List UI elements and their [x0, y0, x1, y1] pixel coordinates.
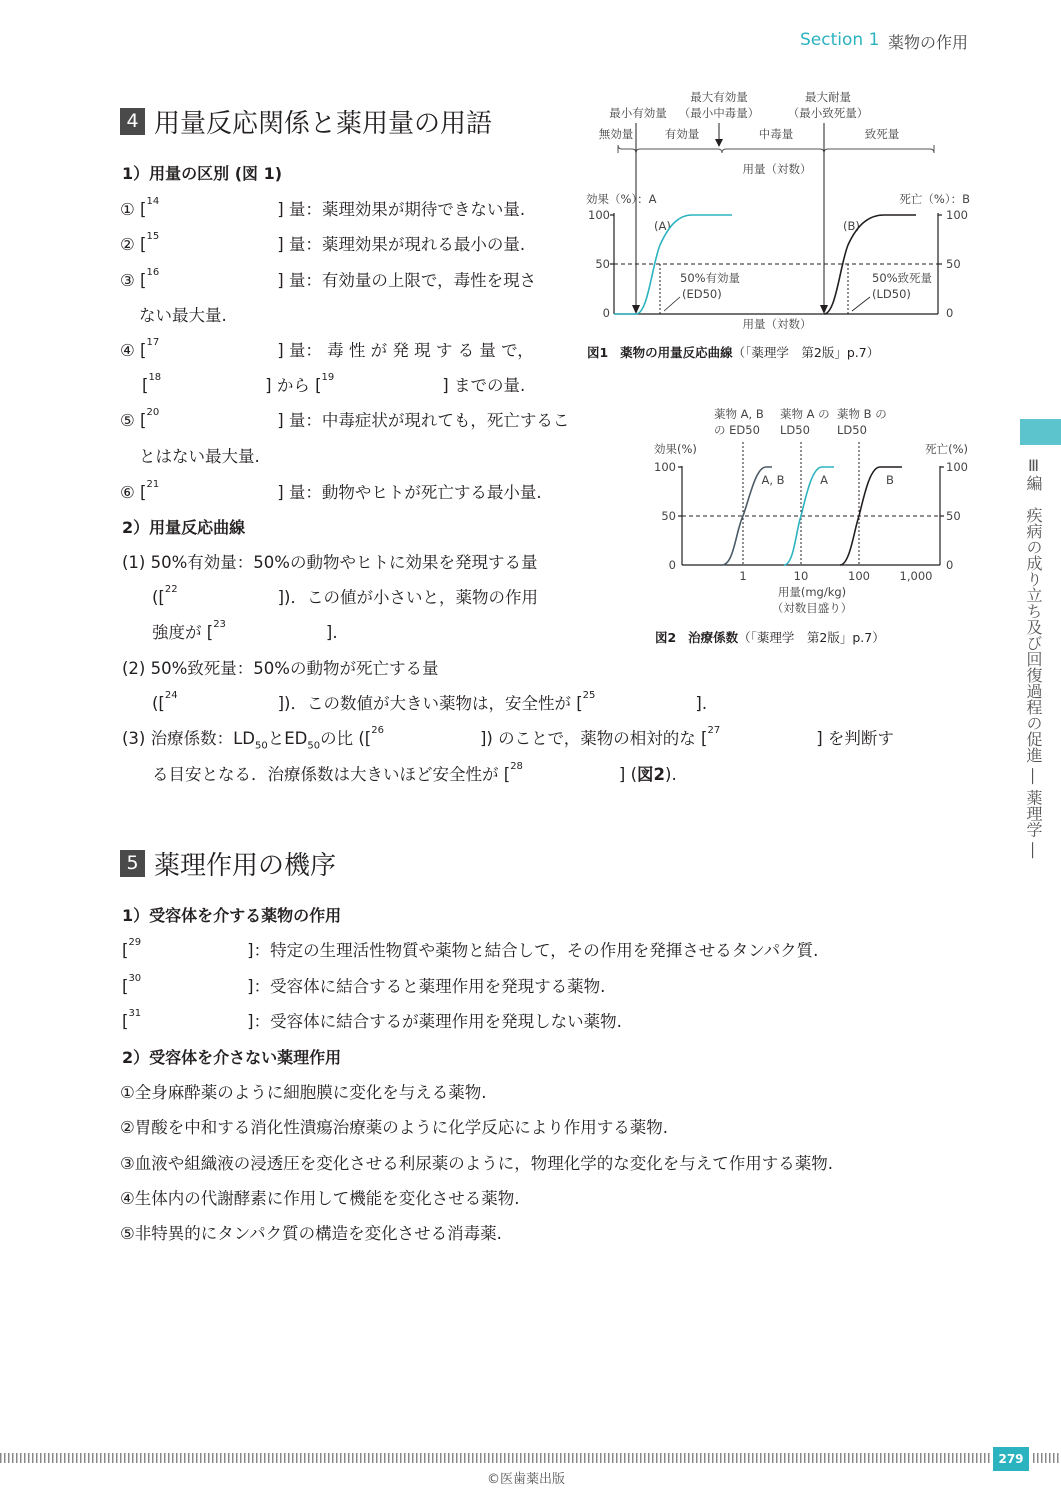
dose-item-4: ④ [$^{17}$ ] 量： 毒 性 が 発 現 す る 量 で， [120, 337, 534, 360]
subheading-non-receptor: 2）受容体を介さない薬理作用 [122, 1048, 342, 1067]
fig2-series-label-ab: A, B [761, 473, 785, 487]
dose-item-3-cont: ない最大量. [139, 306, 227, 325]
receptor-item-2: [$^{30}$ ]：受容体に結合すると薬理作用を発現する薬物. [122, 973, 606, 996]
footer-barcode-right [1033, 1453, 1061, 1463]
fig1-ld50-abbr: (LD50) [872, 287, 911, 301]
figure1-caption: 図1 薬物の用量反応曲線（「薬理学 第2版」p.7） [587, 345, 880, 360]
figure1-dose-response [580, 85, 980, 335]
fig2-y2tick-50: 50 [946, 509, 961, 523]
fig1-label-min-leth: （最小致死量） [787, 106, 869, 120]
header-section: Section 1 [800, 30, 880, 50]
fig1-range-brace-1 [618, 145, 722, 153]
chapter-side-title: Ⅲ編 疾病の成り立ち及び回復過程の促進 ― 薬理学 ― [1024, 456, 1043, 859]
fig2-ytick-0: 0 [668, 558, 676, 572]
fig1-label-min-eff: 最小有効量 [609, 106, 667, 120]
fig2-series-label-a: A [820, 473, 828, 487]
fig1-axis-top: 用量（対数） [742, 162, 812, 176]
fig1-ed50-abbr: (ED50) [682, 287, 722, 301]
fig2-ylabel: 効果(%) [654, 442, 697, 456]
fig1-x-label: 用量（対数） [742, 317, 812, 331]
dose-item-4-cont: [$^{18}$ ] から [$^{19}$ ] までの量. [142, 372, 526, 395]
dose-item-2: ② [$^{15}$ ] 量：薬理効果が現れる最小の量. [120, 231, 526, 254]
fig1-tick-50: 50 [595, 257, 610, 271]
subheading-receptor: 1）受容体を介する薬物の作用 [122, 906, 342, 925]
fig2-annot-a-1: 薬物 A の [780, 407, 830, 421]
dose-item-1: ① [$^{14}$ ] 量：薬理効果が期待できない量. [120, 196, 526, 219]
fig2-annot-b-2: LD50 [837, 423, 867, 437]
fig1-range-brace-2 [722, 149, 934, 153]
dose-item-5: ⑤ [$^{20}$ ] 量：中毒症状が現れても，死亡するこ [120, 407, 570, 430]
fig1-range-leth: 致死量 [864, 127, 900, 141]
fig1-ld50-label: 50%致死量 [872, 271, 933, 285]
curve-item-2-cont: ([$^{24}$ ])．この数値が大きい薬物は，安全性が [$^{25}$ ]. [152, 690, 708, 713]
section4-number: 4 [120, 108, 145, 135]
fig2-annot-a-2: LD50 [780, 423, 810, 437]
fig1-ld50-pointer [852, 297, 870, 311]
receptor-item-3: [$^{31}$ ]：受容体に結合するが薬理作用を発現しない薬物. [122, 1008, 622, 1031]
fig2-xtick-1000: 1,000 [899, 569, 933, 583]
fig1-label-max-tol: 最大耐量 [805, 90, 851, 104]
fig2-xtick-100: 100 [848, 569, 870, 583]
fig2-annot-ab-1: 薬物 A, B [714, 407, 764, 421]
fig1-tick-100: 100 [588, 208, 610, 222]
section4-heading [120, 103, 492, 140]
fig1-tick-0: 0 [602, 306, 610, 320]
subheading-dose-response: 2）用量反応曲線 [122, 518, 246, 537]
curve-item-1-cont2: 強度が [$^{23}$ ]. [152, 619, 338, 642]
nonreceptor-item-3: ③血液や組織液の浸透圧を変化させる利尿薬のように，物理化学的な変化を与えて作用する薬物. [120, 1154, 834, 1173]
fig2-annot-ab-2: の ED50 [714, 423, 760, 437]
curve-item-3: (3) 治療係数：$LD_{50}$と$ED_{50}$の比 ([$^{26}$ ]) のことで，薬物の相対的な [$^{27}$ ] を判断す [122, 725, 894, 752]
nonreceptor-item-5: ⑤非特異的にタンパク質の構造を変化させる消毒薬. [120, 1224, 502, 1243]
fig2-series-label-b: B [886, 473, 894, 487]
fig1-ed50-pointer [664, 297, 680, 311]
curve-item-1: (1) 50%有効量：50%の動物やヒトに効果を発現する量 [122, 553, 538, 572]
fig1-range-eff: 有効量 [664, 127, 700, 141]
footer-barcode-left [0, 1453, 990, 1463]
fig1-label-b: (B) [843, 219, 860, 233]
fig1-rtick-100: 100 [946, 208, 968, 222]
receptor-item-1: [$^{29}$ ]：特定の生理活性物質や薬物と結合して，その作用を発揮させるタンパク質. [122, 937, 819, 960]
fig2-xtick-10: 10 [793, 569, 809, 583]
fig1-arrowhead-max-eff [715, 139, 723, 147]
curve-item-2: (2) 50%致死量：50%の動物が死亡する量 [122, 659, 439, 678]
fig1-ed50-label: 50%有効量 [680, 271, 741, 285]
fig1-left-axis-label: 効果（%）：A [586, 192, 657, 206]
curve-item-3-cont: る目安となる．治療係数は大きいほど安全性が [$^{28}$ ] (図2). [152, 761, 677, 784]
fig2-xlabel-1: 用量(mg/kg) [777, 585, 847, 599]
subheading-dose-types: 1）用量の区別 (図 1) [122, 164, 283, 183]
fig2-annot-b-1: 薬物 B の [837, 407, 887, 421]
fig2-y2label: 死亡(%) [925, 442, 968, 456]
fig2-y2tick-100: 100 [946, 460, 968, 474]
fig1-range-none: 無効量 [598, 127, 634, 141]
nonreceptor-item-2: ②胃酸を中和する消化性潰瘍治療薬のように化学反応により作用する薬物. [120, 1118, 669, 1137]
fig1-label-min-tox: （最小中毒量） [678, 106, 760, 120]
fig2-ytick-50: 50 [661, 509, 676, 523]
section5-heading [120, 845, 336, 882]
fig1-label-max-eff: 最大有効量 [690, 90, 748, 104]
figure2-therapeutic-index [650, 400, 980, 620]
fig1-right-axis-label: 死亡（%）：B [899, 192, 970, 206]
dose-item-6: ⑥ [$^{21}$ ] 量：動物やヒトが死亡する最小量. [120, 479, 542, 502]
fig2-xlabel-2: （対数目盛り） [771, 601, 853, 615]
section5-number: 5 [120, 850, 145, 877]
nonreceptor-item-1: ①全身麻酔薬のように細胞膜に変化を与える薬物. [120, 1083, 487, 1102]
section4-title: 用量反応関係と薬用量の用語 [154, 109, 493, 139]
figure2-caption: 図2 治療係数（「薬理学 第2版」p.7） [655, 630, 885, 645]
fig1-label-a: (A) [654, 219, 671, 233]
chapter-tab [1020, 419, 1061, 445]
publisher: ©医歯薬出版 [487, 1472, 566, 1487]
fig1-rtick-0: 0 [946, 306, 954, 320]
fig2-xtick-1: 1 [739, 569, 747, 583]
fig2-y2tick-0: 0 [946, 558, 954, 572]
page-number: 279 [993, 1447, 1029, 1471]
dose-item-3: ③ [$^{16}$ ] 量：有効量の上限で，毒性を現さ [120, 267, 537, 290]
fig1-rtick-50: 50 [946, 257, 961, 271]
fig2-ytick-100: 100 [654, 460, 676, 474]
dose-item-5-cont: とはない最大量. [139, 447, 260, 466]
header-title: 薬物の作用 [888, 33, 969, 52]
fig1-range-tox: 中毒量 [758, 127, 794, 141]
nonreceptor-item-4: ④生体内の代謝酵素に作用して機能を変化させる薬物. [120, 1189, 520, 1208]
curve-item-1-cont: ([$^{22}$ ])．この値が小さいと，薬物の作用 [152, 584, 538, 607]
section5-title: 薬理作用の機序 [154, 851, 337, 881]
